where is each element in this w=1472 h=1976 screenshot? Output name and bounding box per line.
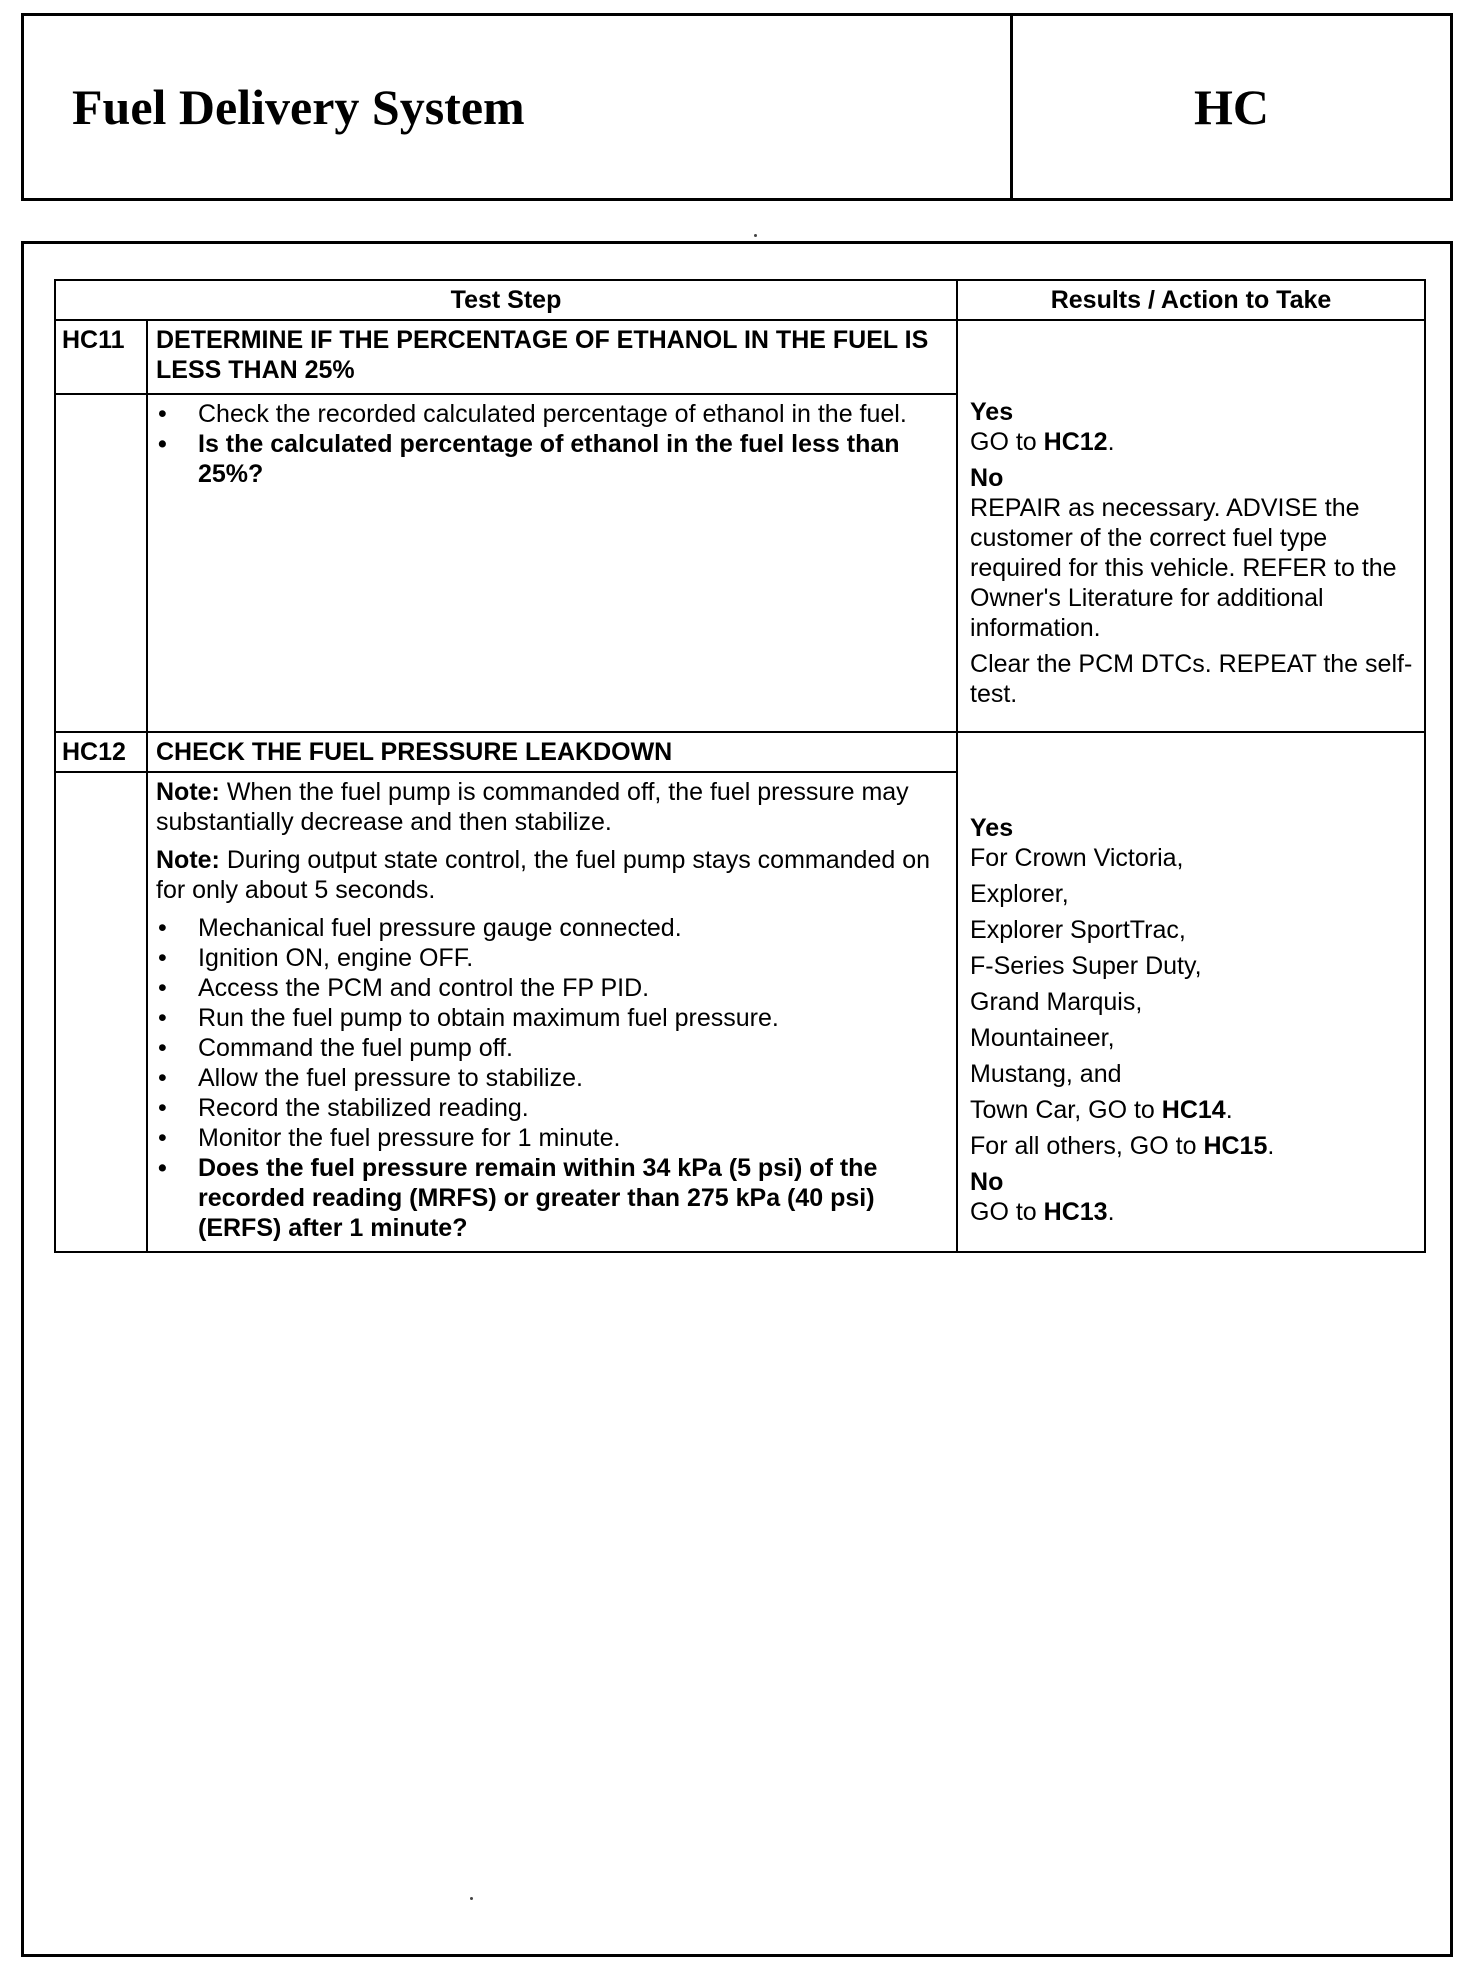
step-results: [957, 320, 1425, 732]
page-header: [21, 13, 1453, 201]
vehicle-line: Mustang, and: [970, 1060, 1122, 1088]
vehicle-line: Mountaineer,: [970, 1024, 1115, 1052]
vehicle-line: Explorer,: [970, 880, 1069, 908]
vehicle-line: Explorer SportTrac,: [970, 916, 1186, 944]
step-question: • Does the fuel pressure remain within 34 kPa (5 psi) of the recorded reading (MRFS) or greater than 275 kPa (40 psi) (ERFS) after 1 minute?: [156, 1153, 946, 1243]
result-no-label: No: [970, 464, 1004, 492]
step-bullet: • Check the recorded calculated percentage of ethanol in the fuel.: [156, 399, 946, 429]
content-frame: [21, 241, 1453, 1957]
step-title: CHECK THE FUEL PRESSURE LEAKDOWN: [147, 732, 957, 772]
step-ref: HC14: [1161, 1096, 1226, 1124]
result-yes-action: Town Car, GO to HC14.: [970, 1096, 1233, 1124]
section-title: Fuel Delivery System: [24, 16, 1013, 198]
vehicle-line: F-Series Super Duty,: [970, 952, 1202, 980]
step-bullet: • Allow the fuel pressure to stabilize.: [156, 1063, 946, 1093]
vehicle-line: For Crown Victoria,: [970, 844, 1184, 872]
result-yes-label: Yes: [970, 398, 1014, 426]
step-bullet: • Ignition ON, engine OFF.: [156, 943, 946, 973]
result-no-action: GO to HC13.: [970, 1198, 1115, 1226]
test-step-table: [54, 279, 1426, 1253]
step-id: HC11: [55, 320, 147, 394]
step-id: HC12: [55, 732, 147, 772]
step-note: Note: When the fuel pump is commanded off, the fuel pressure may substantially decrease and then stabilize.: [156, 778, 909, 836]
step-question: • Is the calculated percentage of ethanol in the fuel less than 25%?: [156, 429, 946, 489]
result-no-label: No: [970, 1168, 1004, 1196]
col-header-results: Results / Action to Take: [957, 280, 1425, 320]
result-no-action-2: Clear the PCM DTCs. REPEAT the self-test.: [970, 650, 1413, 708]
step-results: [957, 732, 1425, 1252]
col-header-test-step: Test Step: [55, 280, 957, 320]
step-bullet: • Mechanical fuel pressure gauge connected.: [156, 913, 946, 943]
section-code: HC: [1194, 79, 1269, 135]
step-ref: HC12: [1043, 428, 1108, 456]
step-bullet: • Access the PCM and control the FP PID.: [156, 973, 946, 1003]
step-title-row: [55, 320, 1425, 394]
step-title: DETERMINE IF THE PERCENTAGE OF ETHANOL IN THE FUEL IS LESS THAN 25%: [147, 320, 957, 394]
vehicle-line: Grand Marquis,: [970, 988, 1143, 1016]
step-body: [147, 394, 957, 732]
result-yes-label: Yes: [970, 814, 1014, 842]
step-bullet: • Command the fuel pump off.: [156, 1033, 946, 1063]
step-bullet: • Monitor the fuel pressure for 1 minute.: [156, 1123, 946, 1153]
step-note: Note: During output state control, the fuel pump stays commanded on for only about 5 seconds.: [156, 846, 931, 904]
step-ref: HC13: [1043, 1198, 1108, 1226]
scan-speck: [470, 1897, 473, 1900]
result-yes-action: GO to HC12.: [970, 428, 1115, 456]
table-header-row: [55, 280, 1425, 320]
step-bullet: • Record the stabilized reading.: [156, 1093, 946, 1123]
result-no-action: REPAIR as necessary. ADVISE the customer of the correct fuel type required for this vehicle. REFER to the Owner's Literature for additional information.: [970, 494, 1397, 642]
result-others-action: For all others, GO to HC15.: [970, 1132, 1275, 1160]
step-ref: HC15: [1203, 1132, 1268, 1160]
step-body: [147, 772, 957, 1252]
step-bullet: • Run the fuel pump to obtain maximum fuel pressure.: [156, 1003, 946, 1033]
scan-speck: [754, 234, 757, 237]
step-title-row: [55, 732, 1425, 772]
